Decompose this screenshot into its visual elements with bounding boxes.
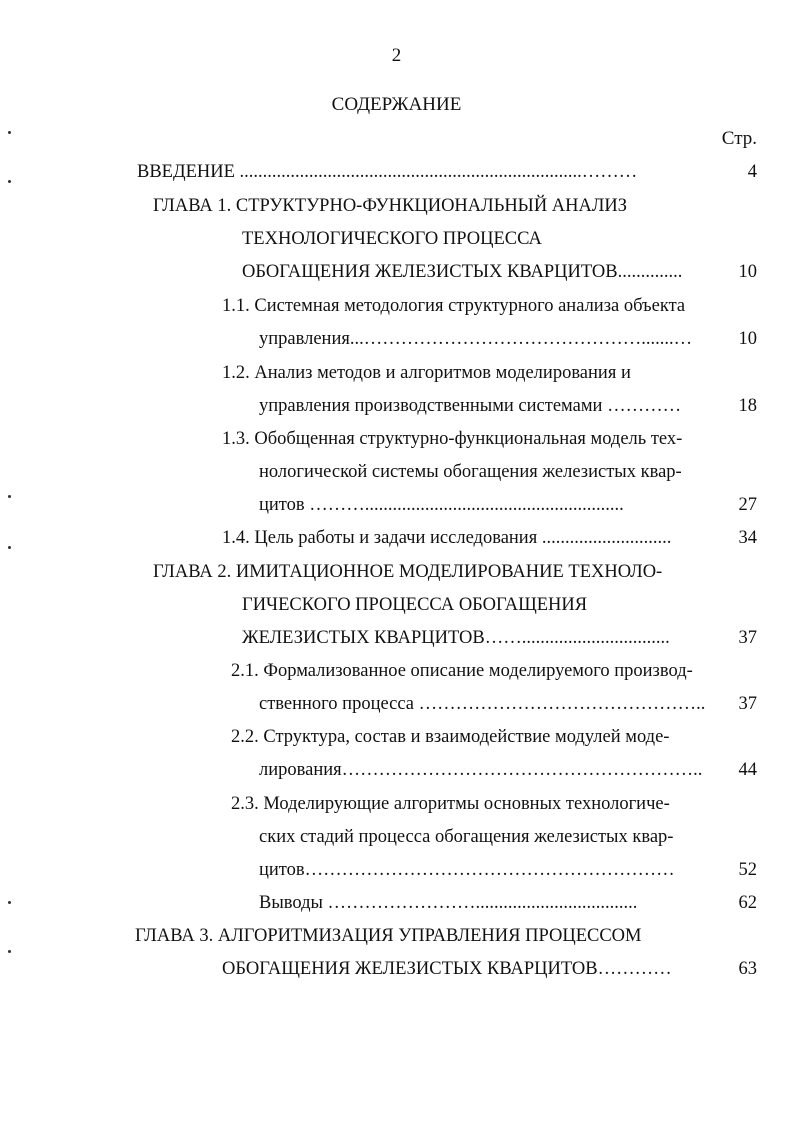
toc-section-2-3-line: цитов…………………………………………………… [259,860,675,880]
toc-chapter-2-line: ГИЧЕСКОГО ПРОЦЕССА ОБОГАЩЕНИЯ [242,595,588,615]
toc-page-number: 37 [738,628,757,648]
toc-section-1-2-line: управления производственными системами ………… [259,396,682,416]
margin-speck [8,546,11,549]
toc-chapter-1-line: ГЛАВА 1. СТРУКТУРНО-ФУНКЦИОНАЛЬНЫЙ АНАЛИЗ [153,196,628,216]
toc-page-number: 63 [738,959,757,979]
page-title: СОДЕРЖАНИЕ [331,94,462,115]
toc-chapter-1-line: ОБОГАЩЕНИЯ ЖЕЛЕЗИСТЫХ КВАРЦИТОВ.............. [242,262,683,282]
toc-section-2-2-line: 2.2. Структура, состав и взаимодействие модулей моде- [231,727,670,747]
toc-chapter-2-line: ЖЕЛЕЗИСТЫХ КВАРЦИТОВ……................................ [242,628,670,648]
toc-page-number: 62 [738,893,757,913]
toc-chapter-1-line: ТЕХНОЛОГИЧЕСКОГО ПРОЦЕССА [242,229,542,249]
toc-page-number: 52 [738,860,757,880]
page-number: 2 [391,45,402,66]
toc-page-number: 10 [738,329,757,349]
toc-page-number: 27 [738,495,757,515]
toc-section-2-3-line: 2.3. Моделирующие алгоритмы основных технологиче- [231,794,670,814]
toc-section-2-1-line: 2.1. Формализованное описание моделируемого производ- [231,661,693,681]
toc-page-number: 37 [738,694,757,714]
toc-chapter-3-line: ОБОГАЩЕНИЯ ЖЕЛЕЗИСТЫХ КВАРЦИТОВ………… [222,959,672,979]
toc-page-number: 10 [738,262,757,282]
margin-speck [8,950,11,953]
toc-section-1-3-line: нологической системы обогащения железистых квар- [259,462,682,482]
margin-speck [8,131,11,134]
toc-chapter-2-line: ГЛАВА 2. ИМИТАЦИОННОЕ МОДЕЛИРОВАНИЕ ТЕХНОЛО- [153,562,663,582]
toc-entry-intro: ВВЕДЕНИЕ ..........................................................................……… [137,162,638,182]
toc-section-1-1-line: 1.1. Системная методология структурного анализа объекта [222,296,686,316]
margin-speck [8,180,11,183]
toc-page-number: 34 [738,528,757,548]
margin-speck [8,901,11,904]
toc-section-1-2-line: 1.2. Анализ методов и алгоритмов моделирования и [222,363,631,383]
margin-speck [8,495,11,498]
page-column-label: Стр. [721,128,757,149]
toc-page-number: 44 [738,760,757,780]
toc-section-1-3-line: 1.3. Обобщенная структурно-функциональная модель тех- [222,429,683,449]
toc-section-2-3-line: ских стадий процесса обогащения железистых квар- [259,827,674,847]
toc-section-2-1-line: ственного процесса ……………………………………….. [259,694,706,714]
toc-chapter-3-line: ГЛАВА 3. АЛГОРИТМИЗАЦИЯ УПРАВЛЕНИЯ ПРОЦЕССОМ [135,926,642,946]
toc-page-number: 4 [747,162,757,182]
toc-section-1-1-line: управления...……………………………………….......… [259,329,693,349]
toc-section-1-4-line: 1.4. Цель работы и задачи исследования ............................ [222,528,672,548]
toc-page-number: 18 [738,396,757,416]
toc-conclusions-line: Выводы ……………………................................... [259,893,638,913]
toc-section-2-2-line: лирования………………………………………………….. [259,760,703,780]
toc-section-1-3-line: цитов ………........................................................ [259,495,624,515]
